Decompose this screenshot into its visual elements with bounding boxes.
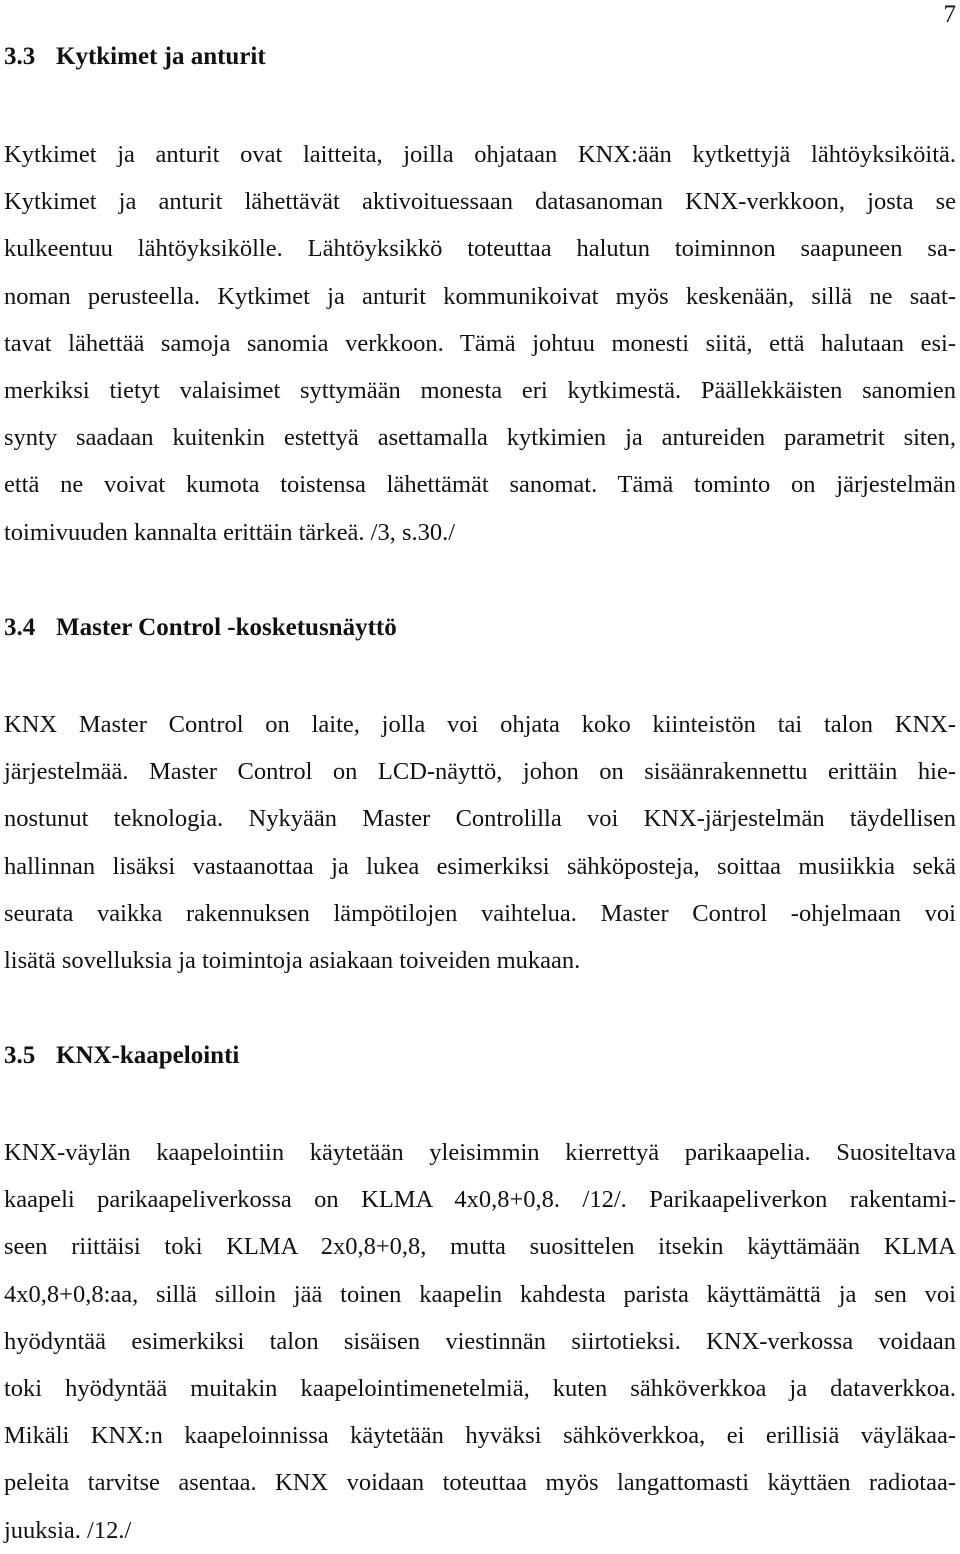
text-line: KNX-väylän kaapelointiin käytetään yleisimmin kierrettyä parikaapelia. Suositeltava <box>4 1139 956 1166</box>
text-line: noman perusteella. Kytkimet ja anturit kommunikoivat myös keskenään, sillä ne saat- <box>4 282 956 310</box>
text-line: hallinnan lisäksi vastaanottaa ja lukea esimerkiksi sähköposteja, soittaa musiikkia sekä <box>4 852 956 880</box>
text-line: toimivuuden kannalta erittäin tärkeä. /3, s.30./ <box>4 518 456 546</box>
text-line: peleita tarvitse asentaa. KNX voidaan toteuttaa myös langattomasti käyttäen radiotaa- <box>4 1469 956 1497</box>
text-line: Kytkimet ja anturit ovat laitteita, joilla ohjataan KNX:ään kytkettyjä lähtöyksiköitä. <box>4 141 956 168</box>
text-line: järjestelmää. Master Control on LCD-näyttö, johon on sisäänrakennettu erittäin hie- <box>4 758 956 786</box>
section-heading-3-4 <box>4 613 397 643</box>
text-line: 4x0,8+0,8:aa, sillä silloin jää toinen kaapelin kahdesta parista käyttämättä ja sen voi <box>4 1280 956 1308</box>
text-line: lisätä sovelluksia ja toimintoja asiakaan toiveiden mukaan. <box>4 947 581 975</box>
text-line: merkiksi tietyt valaisimet syttymään monesta eri kytkimestä. Päällekkäisten sanomien <box>4 377 956 405</box>
page-number: 7 <box>943 1 956 28</box>
text-line: nostunut teknologia. Nykyään Master Controlilla voi KNX-järjestelmän täydellisen <box>4 805 956 833</box>
section-number: 3.4 <box>4 614 36 641</box>
text-line: Kytkimet ja anturit lähettävät aktivoituessaan datasanoman KNX-verkkoon, josta se <box>4 188 956 216</box>
section-title: KNX-kaapelointi <box>56 1042 240 1069</box>
section-title: Master Control -kosketusnäyttö <box>56 614 397 641</box>
section-title: Kytkimet ja anturit <box>56 43 266 70</box>
text-line: seurata vaikka rakennuksen lämpötilojen vaihtelua. Master Control -ohjelmaan voi <box>4 899 956 927</box>
text-line: seen riittäisi toki KLMA 2x0,8+0,8, mutta suosittelen itsekin käyttämään KLMA <box>4 1233 956 1261</box>
text-line: kaapeli parikaapeliverkossa on KLMA 4x0,8+0,8. /12/. Parikaapeliverkon rakentami- <box>4 1186 956 1214</box>
text-line: synty saadaan kuitenkin estettyä asettamalla kytkimien ja antureiden parametrit siten, <box>4 424 956 452</box>
section-number: 3.5 <box>4 1042 36 1069</box>
section-number: 3.3 <box>4 43 36 70</box>
text-line: Mikäli KNX:n kaapeloinnissa käytetään hyväksi sähköverkkoa, ei erillisiä väyläkaa- <box>4 1422 956 1450</box>
text-line: KNX Master Control on laite, jolla voi ohjata koko kiinteistön tai talon KNX- <box>4 711 956 738</box>
section-paragraph-3-4 <box>4 701 956 984</box>
text-line: että ne voivat kumota toistensa lähettämät sanomat. Tämä tominto on järjestelmän <box>4 471 956 499</box>
section-heading-3-5 <box>4 1041 239 1071</box>
text-line: toki hyödyntää muitakin kaapelointimenetelmiä, kuten sähköverkkoa ja dataverkkoa. <box>4 1375 956 1403</box>
text-line: hyödyntää esimerkiksi talon sisäisen viestinnän siirtotieksi. KNX-verkossa voidaan <box>4 1327 956 1355</box>
text-line: tavat lähettää samoja sanomia verkkoon. Tämä johtuu monesti siitä, että halutaan esi- <box>4 329 956 357</box>
text-line: juuksia. /12./ <box>4 1516 132 1544</box>
section-paragraph-3-3 <box>4 131 956 556</box>
section-heading-3-3 <box>4 42 266 72</box>
section-paragraph-3-5 <box>4 1129 956 1554</box>
text-line: kulkeentuu lähtöyksikölle. Lähtöyksikkö toteuttaa halutun toiminnon saapuneen sa- <box>4 235 956 263</box>
